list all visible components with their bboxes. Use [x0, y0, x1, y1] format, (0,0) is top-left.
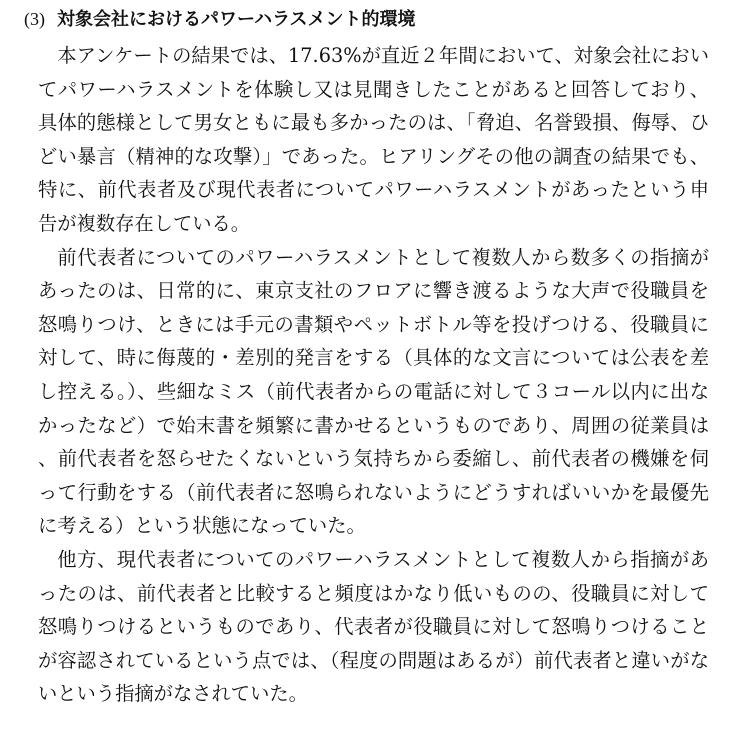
section-heading [24, 8, 709, 31]
paragraph-survey-results: 本アンケートの結果では、17.63%が直近２年間において、対象会社においてパワーハラスメントを体験し又は見聞きしたことがあると回答しており、具体的態様として男女ともに最も多かったのは、「脅迫、名誉毀損、侮辱、ひどい暴言（精神的な攻撃）」であった。ヒアリングその他の調査の結果でも、特に、前代表者及び現代表者についてパワーハラスメントがあったという申告が複数存在している。 [38, 44, 709, 235]
section-number: (3) [24, 9, 45, 29]
paragraph-current-representative: 他方、現代表者についてのパワーハラスメントとして複数人から指摘があったのは、前代表者と比較すると頻度はかなり低いものの、役職員に対して怒鳴りつけるというものであり、代表者が役職員に対して怒鳴りつけることが容認されているという点では、（程度の問題はあるが）前代表者と違いがないという指摘がなされていた。 [38, 547, 709, 706]
section-title: 対象会社におけるパワーハラスメント的環境 [57, 9, 416, 30]
paragraph-former-representative: 前代表者についてのパワーハラスメントとして複数人から数多くの指摘があったのは、日常的に、東京支社のフロアに響き渡るような大声で役職員を怒鳴りつけ、ときには手元の書類やペットボトル等を投げつける、役職員に対して、時に侮蔑的・差別的発言をする（具体的な文言については公表を差し控える。）、些細なミス（前代表者からの電話に対して３コール以内に出なかったなど）で始末書を頻繁に書かせるというものであり、周囲の従業員は、前代表者を怒らせたくないという気持ちから委縮し、前代表者の機嫌を伺って行動をする（前代表者に怒鳴られないようにどうすればいいかを最優先に考える）という状態になっていた。 [38, 245, 709, 538]
